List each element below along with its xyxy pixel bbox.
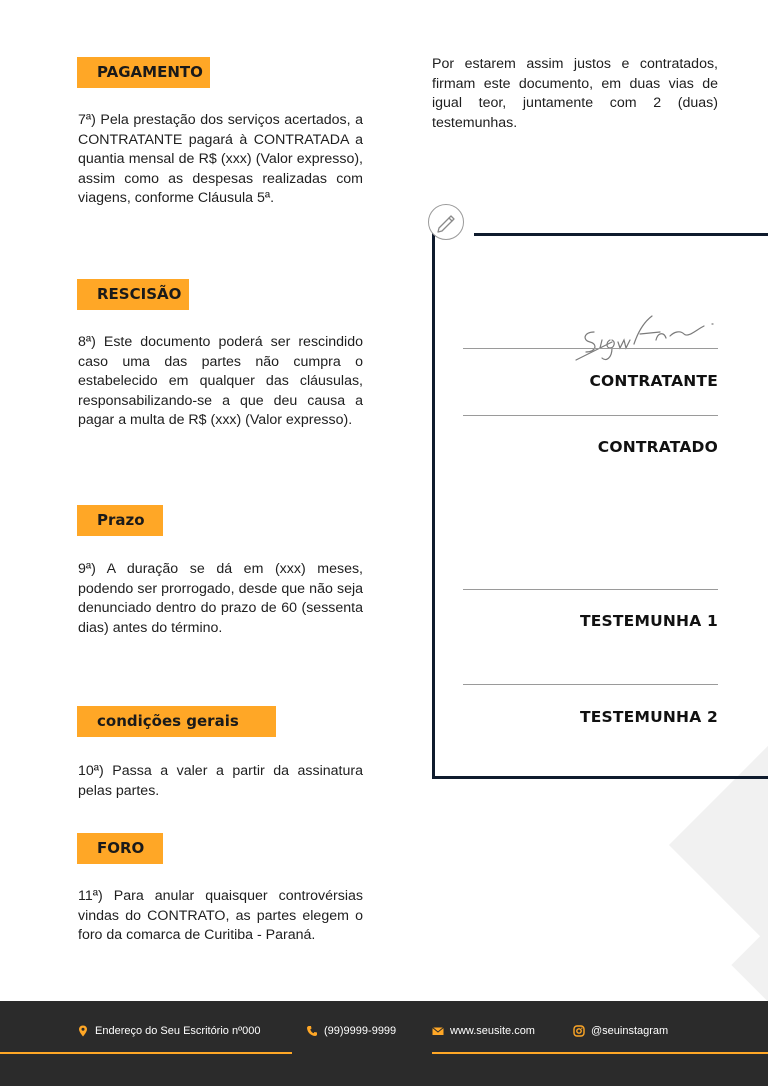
signature-line-contratado — [463, 415, 718, 416]
footer-address — [77, 1025, 260, 1037]
signature-label-contratado: CONTRATADO — [597, 438, 718, 456]
pen-icon — [428, 204, 464, 240]
signature-label-testemunha-2: TESTEMUNHA 2 — [579, 708, 718, 726]
signature-graphic — [572, 302, 722, 364]
footer-address-text: Endereço do Seu Escritório nº000 — [95, 1025, 261, 1037]
section-heading-prazo: Prazo — [77, 505, 163, 536]
footer-accent-line-left — [0, 1052, 292, 1054]
footer-instagram-text: @seuinstagram — [591, 1025, 669, 1037]
location-pin-icon — [77, 1025, 89, 1037]
phone-icon — [306, 1025, 318, 1037]
section-heading-foro: FORO — [77, 833, 163, 864]
mail-icon — [432, 1025, 444, 1037]
section-heading-rescisao: RESCISÃO — [77, 279, 189, 310]
clause-9-text: 9ª) A duração se dá em (xxx) meses, podendo ser prorrogado, desde que não seja denunciado dentro do prazo de 60 (sessenta dias) antes do término. — [78, 561, 363, 636]
signature-label-contratante: CONTRATANTE — [589, 372, 718, 390]
footer-phone-text: (99)9999-9999 — [324, 1025, 397, 1037]
footer-site-text: www.seusite.com — [450, 1025, 535, 1037]
signature-line-testemunha-2 — [463, 684, 718, 685]
clause-10-text: 10ª) Passa a valer a partir da assinatura pelas partes. — [78, 763, 363, 799]
section-heading-condicoes-gerais: condições gerais — [77, 706, 276, 737]
footer-phone — [306, 1025, 396, 1037]
clause-11-text: 11ª) Para anular quaisquer controvérsias vindas do CONTRATO, as partes elegem o foro da comarca de Curitiba - Paraná. — [78, 888, 363, 943]
clause-7-text: 7ª) Pela prestação dos serviços acertados, a CONTRATANTE pagará à CONTRATADA a quantia mensal de R$ (xxx) (Valor expresso), assim como as despesas realizadas com viagens, conforme Cláusula 5ª. — [78, 112, 363, 206]
footer-accent-line-right — [432, 1052, 768, 1054]
footer — [0, 1001, 768, 1086]
closing-statement: Por estarem assim justos e contratados, firmam este documento, em duas vias de igual teor, juntamente com 2 (duas) testemunhas. — [432, 56, 718, 131]
instagram-icon — [573, 1025, 585, 1037]
clause-8-text: 8ª) Este documento poderá ser rescindido caso uma das partes não cumpra o estabelecido em qualquer das cláusulas, responsabilizando-se a que deu causa a pagar a multa de R$ (xxx) (Valor expresso). — [78, 334, 363, 428]
signature-line-contratante — [463, 348, 718, 349]
footer-instagram — [573, 1025, 668, 1037]
section-heading-pagamento: PAGAMENTO — [77, 57, 210, 88]
signature-label-testemunha-1: TESTEMUNHA 1 — [579, 612, 718, 630]
signature-line-testemunha-1 — [463, 589, 718, 590]
footer-site — [432, 1025, 535, 1037]
